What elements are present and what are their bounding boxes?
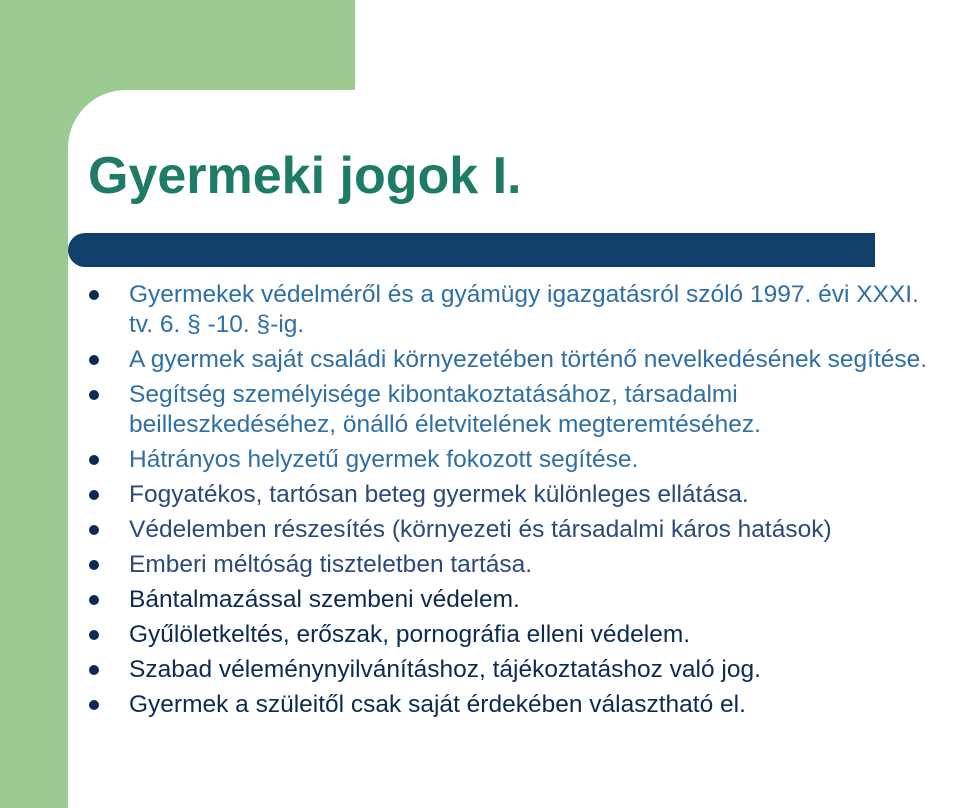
- bullet-dot-icon: [89, 455, 99, 465]
- bullet-dot-icon: [89, 665, 99, 675]
- list-item: [89, 620, 949, 650]
- bullet-list: [89, 280, 949, 725]
- bullet-dot-icon: [89, 700, 99, 710]
- bullet-dot-icon: [89, 390, 99, 400]
- list-item: [89, 445, 949, 475]
- list-item-text: Fogyatékos, tartósan beteg gyermek különleges ellátása.: [129, 481, 749, 508]
- list-item: [89, 690, 949, 720]
- list-item: [89, 655, 949, 685]
- list-item: [89, 345, 949, 375]
- list-item-text: Emberi méltóság tiszteletben tartása.: [129, 551, 533, 578]
- list-item-text: Gyermek a szüleitől csak saját érdekében választható el.: [129, 691, 746, 718]
- list-item: [89, 480, 949, 510]
- list-item-text: Segítség személyisége kibontakoztatásához, társadalmi beilleszkedéséhez, önálló életvitelének megteremtéséhez.: [129, 381, 761, 438]
- list-item-text: Hátrányos helyzetű gyermek fokozott segítése.: [129, 446, 639, 473]
- list-item: [89, 280, 949, 340]
- list-item: [89, 585, 949, 615]
- bullet-dot-icon: [89, 560, 99, 570]
- list-item-text: Gyermekek védelméről és a gyámügy igazgatásról szóló 1997. évi XXXI. tv. 6. § -10. §-ig.: [129, 281, 919, 338]
- list-item-text: Gyűlöletkeltés, erőszak, pornográfia elleni védelem.: [129, 621, 691, 648]
- bullet-dot-icon: [89, 290, 99, 300]
- list-item-text: A gyermek saját családi környezetében történő nevelkedésének segítése.: [129, 346, 928, 373]
- title-divider-bar: [68, 233, 875, 267]
- bullet-dot-icon: [89, 355, 99, 365]
- list-item-text: Szabad véleménynyilvánításhoz, tájékoztatáshoz való jog.: [129, 656, 761, 683]
- bullet-dot-icon: [89, 490, 99, 500]
- list-item: [89, 515, 949, 545]
- list-item: [89, 550, 949, 580]
- list-item: [89, 380, 949, 440]
- bullet-dot-icon: [89, 525, 99, 535]
- bullet-dot-icon: [89, 595, 99, 605]
- list-item-text: Bántalmazással szembeni védelem.: [129, 586, 520, 613]
- list-item-text: Védelemben részesítés (környezeti és társadalmi káros hatások): [129, 516, 832, 543]
- bullet-dot-icon: [89, 630, 99, 640]
- slide-title: Gyermeki jogok I.: [88, 147, 522, 205]
